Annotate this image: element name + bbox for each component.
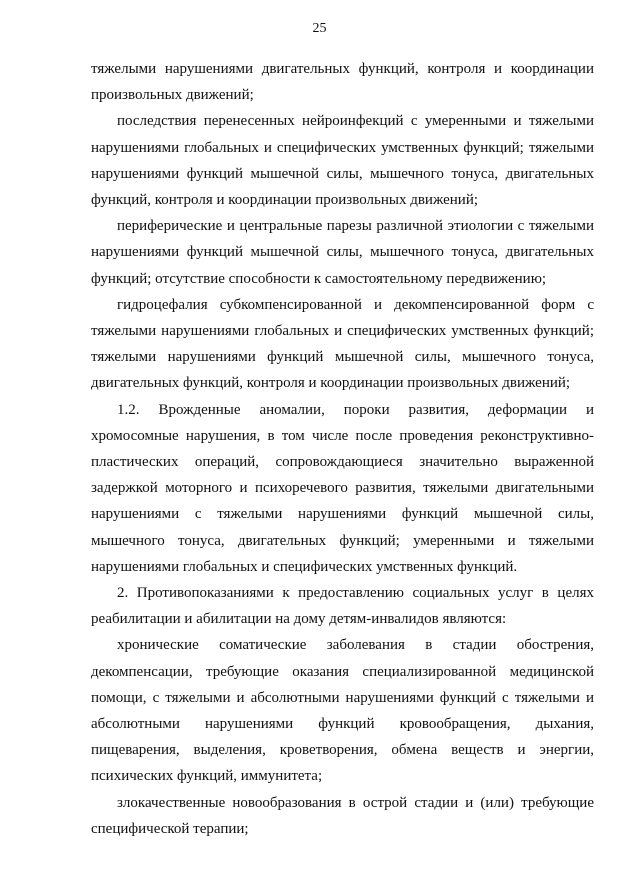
page-number: 25 [312, 21, 327, 36]
paragraph-neuroinfections: последствия перенесенных нейроинфекций с умеренными и тяжелыми нарушениями глобальных и специфических умственных функций; тяжелыми нарушениями функций мышечной силы, мышечного тонуса, двигательных функций, контроля и координации произвольных движений; [91, 113, 594, 209]
paragraph-continuation: тяжелыми нарушениями двигательных функций, контроля и координации произвольных движений; [91, 61, 594, 104]
paragraph-hydrocephalus: гидроцефалия субкомпенсированной и декомпенсированной форм с тяжелыми нарушениями глобальных и специфических умственных функций; тяжелыми нарушениями функций мышечной силы, мышечного тонуса, двигательных функций, контроля и координации произвольных движений; [91, 296, 594, 392]
paragraph-pareses: периферические и центральные парезы различной этиологии с тяжелыми нарушениями функций мышечной силы, мышечного тонуса, двигательных функций; отсутствие способности к самостоятельному передвижению; [91, 218, 594, 287]
paragraph-contraindications-intro: 2. Противопоказаниями к предоставлению социальных услуг в целях реабилитации и абилитации на дому детям-инвалидов являются: [91, 585, 594, 628]
paragraph-chronic-diseases: хронические соматические заболевания в стадии обострения, декомпенсации, требующие оказания специализированной медицинской помощи, с тяжелыми и абсолютными нарушениями функций с тяжелыми и абсолютными нарушениями функций кровообращения, дыхания, пищеварения, выделения, кроветворения, обмена веществ и энергии, психических функций, иммунитета; [91, 637, 594, 785]
paragraph-congenital-anomalies: 1.2. Врожденные аномалии, пороки развития, деформации и хромосомные нарушения, в том числе после проведения реконструктивно-пластических операций, сопровождающиеся значительно выраженной задержкой моторного и психоречевого развития, тяжелыми двигательными нарушениями с тяжелыми нарушениями функций мышечной силы, мышечного тонуса, двигательных функций; умеренными и тяжелыми нарушениями глобальных и специфических умственных функций. [91, 401, 594, 575]
paragraph-malignant-neoplasms: злокачественные новообразования в острой стадии и (или) требующие специфической терапии; [91, 794, 594, 837]
document-body [91, 56, 594, 842]
